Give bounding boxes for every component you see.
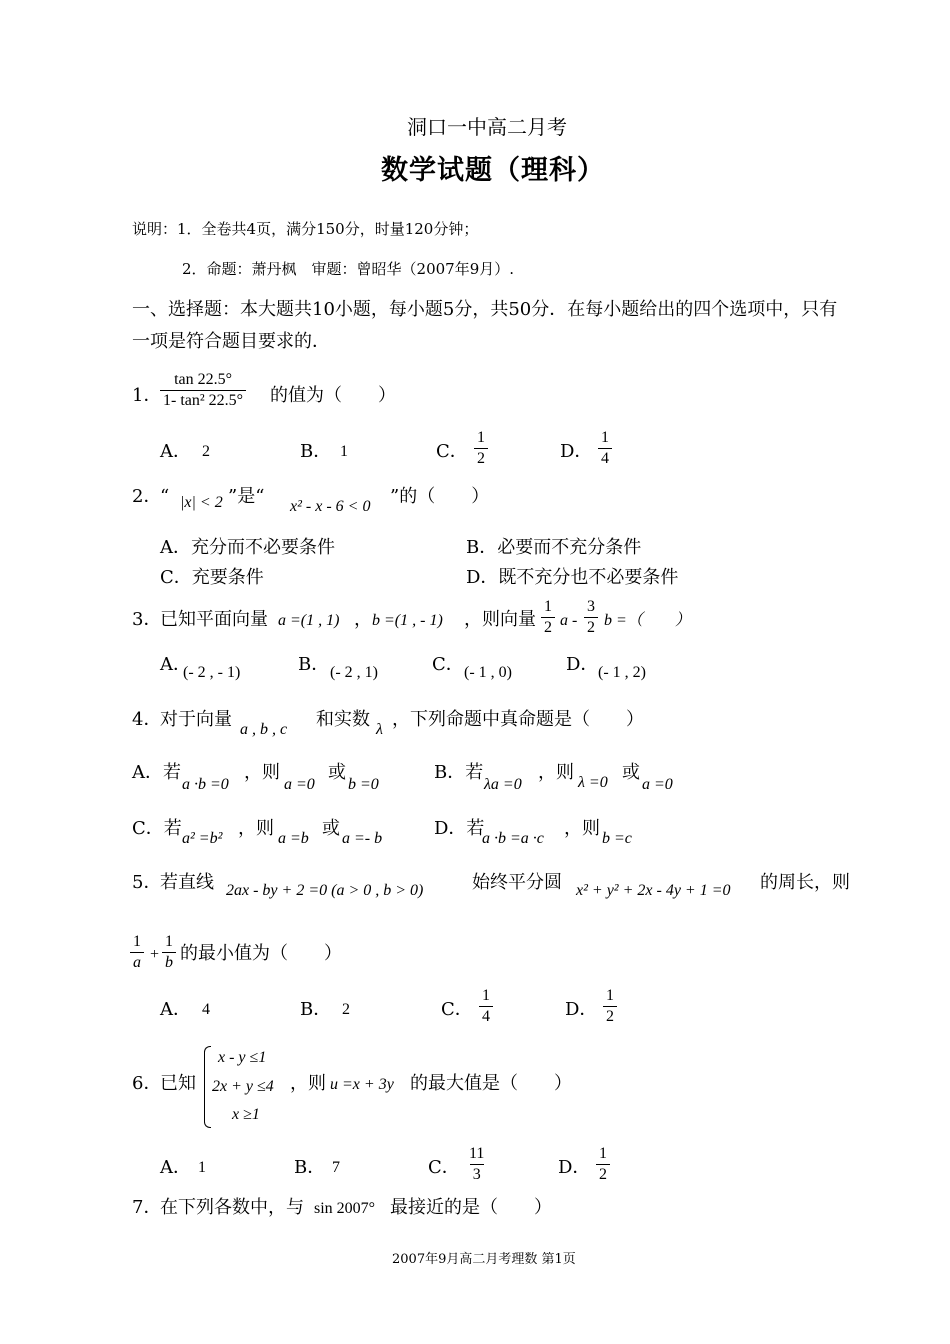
q2-option-b: B．必要而不充分条件 <box>466 537 642 558</box>
q4-text-1: 对于向量 <box>160 709 232 730</box>
q5-option-c-label: C． <box>441 999 473 1020</box>
q4-lambda: λ <box>376 721 383 738</box>
school-title: 洞口一中高二月考 <box>407 115 567 139</box>
q5-option-c-frac <box>479 986 493 1027</box>
q4-option-b-label: B．若 <box>434 762 484 783</box>
q3-vector-b: b =(1 , - 1) <box>372 612 443 629</box>
q1-option-b-value: 1 <box>340 443 348 460</box>
q2-open-quote: “ <box>160 486 170 507</box>
q4-text-2: 和实数 <box>316 709 370 730</box>
q6-option-b-value: 7 <box>332 1159 340 1176</box>
q3-text-1: 已知平面向量 <box>160 609 268 630</box>
q3-option-c-value: (- 1 , 0) <box>464 664 512 681</box>
q5-f2-den: b <box>162 952 176 973</box>
q6-system-brace <box>204 1046 211 1128</box>
q6-expression: u =x + 3y <box>330 1076 394 1093</box>
q4-option-c-then: ，则 <box>238 818 274 839</box>
q5-d-num: 1 <box>606 987 614 1004</box>
q4-option-a-or: 或 <box>328 762 346 783</box>
note-line-2: 2．命题：萧丹枫 审题：曾昭华（2007年9月）. <box>182 260 515 278</box>
q3-vector-a: a =(1 , 1) <box>278 612 340 629</box>
q4-option-b-r2: a =0 <box>642 776 673 793</box>
section-heading-line-1: 一、选择题：本大题共10小题，每小题5分，共50分．在每小题给出的四个选项中，只有 <box>132 299 838 320</box>
q1-option-c-frac <box>474 428 488 469</box>
q4-option-d-r1: b =c <box>602 830 632 847</box>
q1-option-c-label: C． <box>436 441 468 462</box>
q4-option-a-r1: a =0 <box>284 776 315 793</box>
q3-option-a-label: A． <box>160 654 191 675</box>
q5-c-num: 1 <box>482 987 490 1004</box>
q4-option-a-cond: a ·b =0 <box>182 776 229 793</box>
q1-frac-num: tan 22.5° <box>174 371 233 388</box>
q3-option-d-label: D． <box>566 654 599 675</box>
q6-number: 6． <box>132 1073 162 1094</box>
q5-stem: 的最小值为（ ） <box>180 943 342 964</box>
q6-option-a-value: 1 <box>198 1159 206 1176</box>
q4-text-3: ，下列命题中真命题是（ ） <box>392 709 644 730</box>
q3-option-c-label: C． <box>432 654 464 675</box>
q4-option-d-cond: a ·b =a ·c <box>482 830 544 847</box>
q2-option-c: C．充要条件 <box>160 567 264 588</box>
q2-mid: ”是“ <box>228 486 265 507</box>
q4-number: 4． <box>132 709 162 730</box>
q3-text-2: ，则向量 <box>464 609 536 630</box>
q5-line-equation: 2ax - by + 2 =0 (a > 0 , b > 0) <box>226 882 424 899</box>
q3-option-b-value: (- 2 , 1) <box>330 664 378 681</box>
q1-option-d-frac <box>598 428 612 469</box>
q5-f1-num: 1 <box>133 933 141 950</box>
q4-option-d-label: D．若 <box>434 818 485 839</box>
q6-option-d-frac <box>596 1144 610 1185</box>
q5-text-1: 若直线 <box>160 872 214 893</box>
q4-option-c-label: C．若 <box>132 818 182 839</box>
page-title: 数学试题（理科） <box>381 155 605 186</box>
q7-text-1: 在下列各数中，与 <box>160 1197 304 1218</box>
q5-frac-1 <box>130 932 144 973</box>
q4-option-c-cond: a² =b² <box>182 830 223 847</box>
q1-frac-den: 1- tan² 22.5° <box>160 390 246 411</box>
q2-option-d: D．既不充分也不必要条件 <box>466 567 679 588</box>
q1-option-a-label: A． <box>160 441 191 462</box>
q5-option-a-value: 4 <box>202 1001 210 1018</box>
q1-option-d-label: D． <box>560 441 593 462</box>
page-footer: 2007年9月高二月考理数 第1页 <box>392 1252 576 1267</box>
q7-expression: sin 2007° <box>314 1200 376 1217</box>
q4-option-b-or: 或 <box>622 762 640 783</box>
note-line-1: 说明：1．全卷共4页，满分150分，时量120分钟； <box>132 220 479 238</box>
q3-option-d-value: (- 1 , 2) <box>598 664 646 681</box>
q1-d-den: 4 <box>598 448 612 469</box>
q5-text-2: 始终平分圆 <box>472 872 562 893</box>
q6-system-2: 2x + y ≤4 <box>212 1078 274 1095</box>
q3-f1-num: 1 <box>544 598 552 615</box>
q3-option-a-value: (- 2 , - 1) <box>183 664 241 681</box>
q5-option-b-value: 2 <box>342 1001 350 1018</box>
q6-d-den: 2 <box>596 1164 610 1185</box>
q5-option-b-label: B． <box>300 999 332 1020</box>
q2-condition-2: x² - x - 6 < 0 <box>290 498 371 515</box>
q5-circle-equation: x² + y² + 2x - 4y + 1 =0 <box>576 882 731 899</box>
q5-option-d-frac <box>603 986 617 1027</box>
q6-text-1: 已知 <box>160 1073 196 1094</box>
q4-option-d-then: ，则 <box>564 818 600 839</box>
q5-plus: + <box>150 946 160 963</box>
q3-frac-1 <box>541 597 555 638</box>
q5-text-3: 的周长，则 <box>760 872 850 893</box>
q6-option-c-frac <box>466 1144 487 1185</box>
q3-f1-den: 2 <box>541 617 555 638</box>
q7-text-2: 最接近的是（ ） <box>390 1197 552 1218</box>
q6-option-b-label: B． <box>294 1157 326 1178</box>
section-heading-line-2: 一项是符合题目要求的． <box>132 331 330 352</box>
q5-f1-den: a <box>130 952 144 973</box>
q6-option-c-label: C． <box>428 1157 460 1178</box>
q6-option-a-label: A． <box>160 1157 191 1178</box>
q6-option-d-label: D． <box>558 1157 591 1178</box>
q1-option-a-value: 2 <box>202 443 210 460</box>
q4-option-b-cond: λa =0 <box>484 776 522 793</box>
q5-option-a-label: A． <box>160 999 191 1020</box>
q5-d-den: 2 <box>603 1006 617 1027</box>
q4-option-b-r1: λ =0 <box>578 774 608 791</box>
q6-system-1: x - y ≤1 <box>218 1049 267 1066</box>
q3-f2-num: 3 <box>587 598 595 615</box>
q4-option-c-r1: a =b <box>278 830 309 847</box>
q1-c-den: 2 <box>474 448 488 469</box>
q6-c-den: 3 <box>470 1164 484 1185</box>
q4-vectors: a , b , c <box>240 721 288 738</box>
q3-number: 3． <box>132 609 162 630</box>
q6-c-num: 11 <box>469 1145 485 1162</box>
q1-option-b-label: B． <box>300 441 332 462</box>
q2-number: 2． <box>132 486 162 507</box>
q5-f2-num: 1 <box>165 933 173 950</box>
q4-option-a-r2: b =0 <box>348 776 379 793</box>
q3-tail: b =（ ） <box>604 612 691 629</box>
q4-option-c-r2: a =- b <box>342 830 383 847</box>
q1-d-num: 1 <box>601 429 609 446</box>
q4-option-b-then: ，则 <box>538 762 574 783</box>
q1-fraction <box>160 370 246 411</box>
q1-c-num: 1 <box>477 429 485 446</box>
q3-option-b-label: B． <box>298 654 330 675</box>
q5-frac-2 <box>162 932 176 973</box>
q2-option-a: A．充分而不必要条件 <box>160 537 335 558</box>
q5-number: 5． <box>132 872 162 893</box>
q6-system-3: x ≥1 <box>232 1106 260 1123</box>
q4-option-a-label: A．若 <box>132 762 181 783</box>
q4-option-c-or: 或 <box>322 818 340 839</box>
q4-option-a-then: ，则 <box>244 762 280 783</box>
q5-option-d-label: D． <box>565 999 598 1020</box>
q6-d-num: 1 <box>599 1145 607 1162</box>
q3-f2-den: 2 <box>584 617 598 638</box>
q7-number: 7． <box>132 1197 162 1218</box>
q2-condition-1: |x| < 2 <box>180 494 223 511</box>
q5-c-den: 4 <box>479 1006 493 1027</box>
q6-text-3: 的最大值是（ ） <box>410 1073 572 1094</box>
q3-frac-2 <box>584 597 598 638</box>
q1-stem: 的值为（ ） <box>270 385 396 406</box>
q1-number: 1． <box>132 385 162 406</box>
q3-sep: ， <box>354 609 372 630</box>
q6-text-2: ，则 <box>290 1073 326 1094</box>
q3-mid: a - <box>560 612 578 629</box>
q2-end: ”的（ ） <box>390 486 490 507</box>
